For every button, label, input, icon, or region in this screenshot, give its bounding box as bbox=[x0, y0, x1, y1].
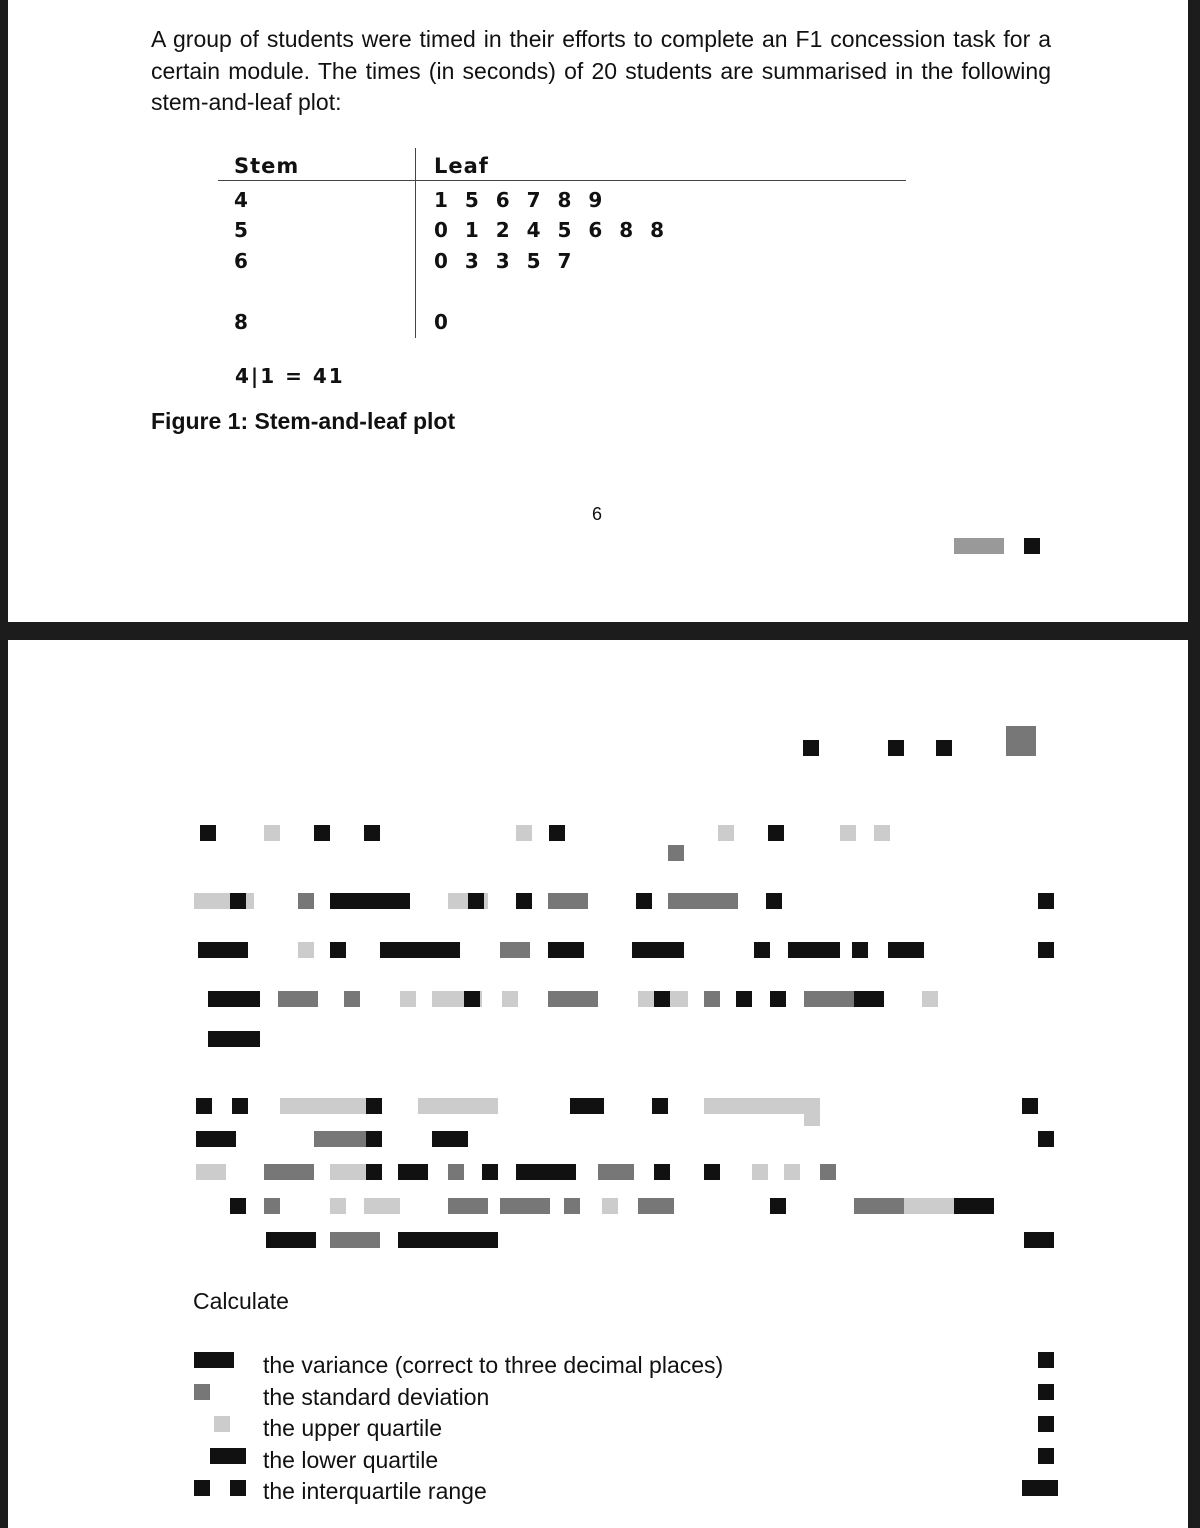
redaction-block bbox=[1038, 1384, 1054, 1400]
redaction-block bbox=[1038, 1131, 1054, 1147]
redaction-block bbox=[788, 942, 840, 958]
leaf-values: 0 3 3 5 7 bbox=[434, 249, 577, 273]
redaction-block bbox=[704, 1164, 720, 1180]
redaction-block bbox=[548, 942, 584, 958]
figure-caption: Figure 1: Stem-and-leaf plot bbox=[151, 408, 456, 434]
list-item: the lower quartile bbox=[263, 1446, 439, 1473]
redaction-block bbox=[632, 942, 684, 958]
redaction-block bbox=[468, 893, 484, 909]
redaction-block bbox=[654, 991, 670, 1007]
stem-value: 4 bbox=[234, 188, 248, 212]
redaction-block bbox=[564, 1198, 580, 1214]
calculate-heading: Calculate bbox=[193, 1288, 289, 1314]
redaction-block bbox=[502, 991, 518, 1007]
redaction-block bbox=[820, 1164, 836, 1180]
header-divider bbox=[218, 180, 906, 181]
redaction-block bbox=[516, 893, 532, 909]
redaction-block bbox=[314, 825, 330, 841]
redaction-block bbox=[954, 538, 1004, 554]
redaction-block bbox=[888, 740, 904, 756]
redaction-block bbox=[380, 942, 460, 958]
redaction-block bbox=[1038, 1448, 1054, 1464]
redaction-block bbox=[194, 1480, 210, 1496]
redaction-block bbox=[210, 1448, 246, 1464]
redaction-block bbox=[330, 1198, 346, 1214]
redaction-block bbox=[194, 1352, 234, 1368]
redaction-block bbox=[570, 1098, 604, 1114]
redaction-block bbox=[198, 942, 248, 958]
redaction-block bbox=[602, 1198, 618, 1214]
leaf-values: 0 bbox=[434, 310, 453, 334]
redaction-block bbox=[770, 1198, 786, 1214]
redaction-block bbox=[448, 1164, 464, 1180]
redaction-block bbox=[704, 991, 720, 1007]
redaction-block bbox=[196, 1131, 236, 1147]
plot-key: 4|1 = 41 bbox=[235, 364, 345, 388]
redaction-block bbox=[754, 942, 770, 958]
redaction-block bbox=[298, 942, 314, 958]
redaction-block bbox=[418, 1098, 498, 1114]
redaction-block bbox=[852, 942, 868, 958]
redaction-block bbox=[768, 825, 784, 841]
redaction-block bbox=[398, 1232, 498, 1248]
redaction-block bbox=[230, 1480, 246, 1496]
redaction-block bbox=[516, 1164, 576, 1180]
redaction-block bbox=[366, 1098, 382, 1114]
redaction-block bbox=[652, 1098, 668, 1114]
redaction-block bbox=[196, 1164, 226, 1180]
redaction-block bbox=[264, 1164, 314, 1180]
redaction-block bbox=[264, 1198, 280, 1214]
redaction-block bbox=[298, 893, 314, 909]
page-number: 6 bbox=[592, 504, 603, 524]
redaction-block bbox=[654, 1164, 670, 1180]
redaction-block bbox=[364, 825, 380, 841]
redaction-block bbox=[1024, 1232, 1054, 1248]
redaction-block bbox=[516, 825, 532, 841]
redaction-block bbox=[464, 991, 480, 1007]
redaction-block bbox=[366, 1164, 382, 1180]
redaction-block bbox=[803, 740, 819, 756]
redaction-block bbox=[330, 1164, 370, 1180]
redaction-block bbox=[1022, 1098, 1038, 1114]
redaction-block bbox=[448, 1198, 488, 1214]
redaction-block bbox=[1022, 1480, 1058, 1496]
redaction-block bbox=[314, 1131, 366, 1147]
redaction-block bbox=[784, 1164, 800, 1180]
redaction-block bbox=[366, 1131, 382, 1147]
redaction-block bbox=[330, 1232, 380, 1248]
redaction-block bbox=[922, 991, 938, 1007]
redaction-block bbox=[1006, 726, 1036, 756]
redaction-block bbox=[1038, 893, 1054, 909]
stem-header: Stem bbox=[234, 154, 300, 178]
redaction-block bbox=[874, 825, 890, 841]
stem-value: 6 bbox=[234, 249, 248, 273]
plot-row bbox=[218, 310, 908, 340]
document-page-2 bbox=[8, 640, 1188, 1528]
redaction-block bbox=[840, 825, 856, 841]
redaction-block bbox=[344, 991, 360, 1007]
plot-row bbox=[218, 188, 908, 218]
list-item: the upper quartile bbox=[263, 1415, 443, 1441]
redaction-block bbox=[1038, 1416, 1054, 1432]
leaf-header: Leaf bbox=[434, 154, 489, 178]
redaction-block bbox=[482, 1164, 498, 1180]
redaction-block bbox=[264, 825, 280, 841]
redaction-block bbox=[804, 1098, 820, 1126]
redaction-block bbox=[400, 991, 416, 1007]
redaction-block bbox=[230, 1198, 246, 1214]
redaction-block bbox=[232, 1098, 248, 1114]
redaction-block bbox=[364, 1198, 400, 1214]
intro-paragraph: A group of students were timed in their efforts to complete an F1 concession task for a certain module. The times (in seconds) of 20 students are summarised in the following stem-and-leaf plot: bbox=[151, 26, 1051, 115]
redaction-block bbox=[1024, 538, 1040, 554]
redaction-block bbox=[549, 825, 565, 841]
calculate-list bbox=[263, 1350, 723, 1508]
stem-value: 8 bbox=[234, 310, 248, 334]
redaction-block bbox=[398, 1164, 428, 1180]
redaction-block bbox=[752, 1164, 768, 1180]
leaf-values: 0 1 2 4 5 6 8 8 bbox=[434, 218, 670, 242]
redaction-block bbox=[208, 991, 260, 1007]
redaction-block bbox=[500, 1198, 550, 1214]
redaction-block bbox=[1038, 1352, 1054, 1368]
plot-row bbox=[218, 249, 908, 279]
list-item: the standard deviation bbox=[263, 1383, 490, 1410]
redaction-block bbox=[432, 1131, 468, 1147]
redaction-block bbox=[854, 1198, 904, 1214]
redaction-block bbox=[718, 825, 734, 841]
list-item: the variance (correct to three decimal places) bbox=[263, 1352, 724, 1378]
redaction-block bbox=[954, 1198, 994, 1214]
redaction-block bbox=[668, 845, 684, 861]
redaction-block bbox=[278, 991, 318, 1007]
redaction-block bbox=[208, 1031, 260, 1047]
list-item: the interquartile range bbox=[263, 1478, 487, 1504]
redaction-block bbox=[668, 893, 738, 909]
redaction-block bbox=[766, 893, 782, 909]
redaction-block bbox=[854, 991, 884, 1007]
redaction-block bbox=[704, 1098, 804, 1114]
redaction-block bbox=[196, 1098, 212, 1114]
redaction-block bbox=[330, 893, 410, 909]
stem-value: 5 bbox=[234, 218, 248, 242]
redaction-block bbox=[636, 893, 652, 909]
redaction-block bbox=[770, 991, 786, 1007]
redaction-block bbox=[548, 991, 598, 1007]
redaction-block bbox=[280, 1098, 380, 1114]
redaction-block bbox=[638, 1198, 674, 1214]
redaction-block bbox=[888, 942, 924, 958]
redaction-block bbox=[548, 893, 588, 909]
stem-and-leaf-plot bbox=[218, 148, 908, 343]
document-page-1 bbox=[8, 0, 1188, 622]
redaction-block bbox=[230, 893, 246, 909]
redaction-block bbox=[500, 942, 530, 958]
leaf-values: 1 5 6 7 8 9 bbox=[434, 188, 608, 212]
redaction-block bbox=[214, 1416, 230, 1432]
redaction-block bbox=[194, 1384, 210, 1400]
plot-row bbox=[218, 218, 908, 248]
redaction-block bbox=[266, 1232, 316, 1248]
redaction-block bbox=[598, 1164, 634, 1180]
redaction-block bbox=[200, 825, 216, 841]
redaction-block bbox=[936, 740, 952, 756]
redaction-block bbox=[736, 991, 752, 1007]
redaction-block bbox=[1038, 942, 1054, 958]
redaction-block bbox=[330, 942, 346, 958]
